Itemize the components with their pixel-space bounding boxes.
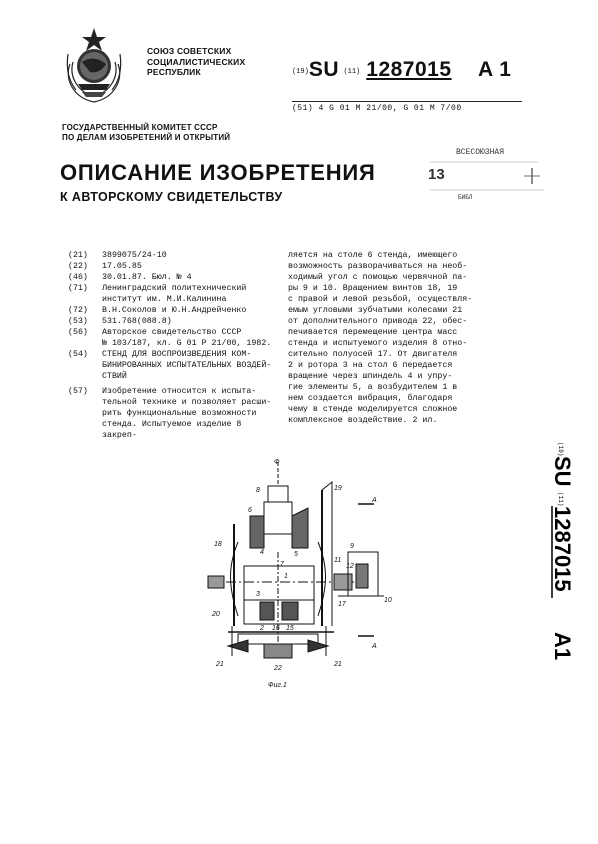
fig-label: 17: [338, 601, 346, 608]
fig-label: 6: [248, 507, 252, 514]
patent-kind: A 1: [477, 58, 512, 81]
biblio-text: 3899075/24-10: [102, 251, 167, 260]
fig-label: А: [372, 643, 377, 650]
fig-label: 10: [384, 597, 392, 604]
technical-drawing: [208, 456, 408, 682]
fig-label: 22: [274, 665, 282, 672]
ussr-caption: [147, 46, 245, 78]
side-kind: A1: [550, 632, 575, 661]
stamp-marks: [428, 150, 546, 206]
abstract-line: вращение через шпиндель 4 и упру-: [288, 372, 453, 381]
fig-label: 7: [280, 561, 284, 568]
fig-label: 18: [214, 541, 222, 548]
ussr-line: СОЦИАЛИСТИЧЕСКИХ: [147, 56, 246, 67]
ussr-emblem: [60, 24, 128, 106]
side-country: SU: [550, 456, 575, 487]
fig-label: А: [372, 497, 377, 504]
fig-label: 3: [256, 591, 260, 598]
fig-label: 12: [346, 563, 354, 570]
biblio-row: [68, 349, 278, 360]
code-19: (19): [292, 68, 309, 76]
stamp-line: БИБЛ: [458, 194, 473, 201]
biblio-cont: институт им. М.И.Калинина: [102, 295, 227, 304]
ussr-line: РЕСПУБЛИК: [147, 67, 201, 77]
abstract-line: нем создается вибрация, благодаря: [288, 394, 453, 403]
abstract-line: с правой и левой резьбой, осуществля-: [288, 295, 473, 304]
fig-label: 5: [294, 551, 298, 558]
biblio-cont: стенда. Испытуемое изделие 8 закреп-: [102, 420, 242, 440]
fig-label: 11: [334, 557, 342, 564]
biblio-text: Изобретение относится к испыта-: [102, 387, 257, 396]
inid-code: (56): [68, 328, 88, 337]
header-rule: [292, 101, 522, 102]
document-title: ОПИСАНИЕ ИЗОБРЕТЕНИЯ: [60, 160, 376, 185]
fig-label: 2: [260, 625, 264, 632]
biblio-row: [68, 316, 278, 327]
patent-header: [292, 58, 511, 82]
biblio-text: Ленинградский политехнический: [102, 284, 247, 293]
fig-label: 16: [272, 625, 280, 632]
inid-code: (22): [68, 262, 88, 271]
abstract-line: печивается перемещение центра масс: [288, 328, 458, 337]
biblio-cont: рить функциональные возможности: [102, 409, 257, 418]
ussr-line: СОЮЗ СОВЕТСКИХ: [147, 46, 232, 56]
biblio-text: 30.01.87. Бюл. № 4: [102, 273, 192, 282]
ipc-classification: (51) 4 G 01 M 21/00, G 01 M 7/00: [292, 104, 462, 113]
country-code: SU: [308, 58, 339, 81]
inid-code: (57): [68, 387, 88, 396]
fig-label: 21: [216, 661, 224, 668]
biblio-row: [68, 272, 278, 283]
biblio-text: В.Н.Соколов и Ю.Н.Андрейченко: [102, 306, 247, 315]
abstract-line: комплексное воздействие. 2 ил.: [288, 416, 438, 425]
side-patent-number: [535, 442, 575, 674]
abstract-line: от дополнительного привода 22, обес-: [288, 317, 468, 326]
abstract-line: гие элементы 5, а возбудителем 1 в: [288, 383, 458, 392]
biblio-row: [68, 386, 278, 397]
biblio-text: Авторское свидетельство СССР: [102, 328, 242, 337]
fig-label: 21: [334, 661, 342, 668]
figure-caption: Фиг.1: [268, 682, 287, 689]
inid-code: (54): [68, 350, 88, 359]
biblio-row: [68, 327, 278, 338]
side-code-19: (19): [557, 442, 564, 457]
committee-line: ГОСУДАРСТВЕННЫЙ КОМИТЕТ СССР: [62, 123, 218, 132]
biblio-cont: СТВИЙ: [102, 372, 127, 381]
committee-line: ПО ДЕЛАМ ИЗОБРЕТЕНИЙ И ОТКРЫТИЙ: [62, 133, 231, 142]
side-code-11: (11): [557, 492, 564, 507]
code-11: (11): [343, 68, 361, 76]
biblio-cont: тельной технике и позволяет расши-: [102, 398, 272, 407]
abstract-line: ходимый угол с помощью червячной па-: [288, 273, 468, 282]
committee: [62, 123, 230, 143]
abstract-line: чему в стенде моделируется сложное: [288, 405, 458, 414]
inid-code: (21): [68, 251, 88, 260]
abstract-line: возможность разворачиваться на необ-: [288, 262, 468, 271]
inid-code: (46): [68, 273, 88, 282]
abstract-continuation: [288, 250, 534, 426]
biblio-cont: № 103/187, кл. G 01 P 21/00, 1982.: [102, 339, 272, 348]
biblio-row: [68, 283, 278, 294]
document-subtitle: К АВТОРСКОМУ СВИДЕТЕЛЬСТВУ: [60, 190, 283, 204]
inid-code: (71): [68, 284, 88, 293]
abstract-line: стенда и испытуемого изделия 8 отно-: [288, 339, 468, 348]
library-stamp: [428, 150, 546, 206]
biblio-row: [68, 261, 278, 272]
abstract-line: 2 и ротора 3 на стол 6 передается: [288, 361, 453, 370]
abstract-line: ляется на столе 6 стенда, имеющего: [288, 251, 458, 260]
biblio-row: [68, 250, 278, 261]
inid-code: (53): [68, 317, 88, 326]
abstract-line: сительно полуосей 17. От двигателя: [288, 350, 458, 359]
fig-label: 15: [286, 625, 294, 632]
fig-label: 20: [212, 611, 220, 618]
stamp-line: ВСЕСОЮЗНАЯ: [456, 148, 505, 157]
biblio-text: СТЕНД ДЛЯ ВОСПРОИЗВЕДЕНИЯ КОМ-: [102, 350, 252, 359]
biblio-text: 17.05.85: [102, 262, 142, 271]
fig-label: 1: [284, 573, 288, 580]
fig-label: 8: [256, 487, 260, 494]
biblio-cont: БИНИРОВАННЫХ ИСПЫТАТЕЛЬНЫХ ВОЗДЕЙ-: [102, 361, 272, 370]
fig-label: 4: [260, 549, 264, 556]
side-number: 1287015: [550, 506, 575, 592]
inid-code: (72): [68, 306, 88, 315]
patent-number: 1287015: [366, 58, 452, 81]
fig-label: Ф: [274, 459, 280, 466]
biblio-text: 531.768(088.8): [102, 317, 172, 326]
fig-label: 9: [350, 543, 354, 550]
bibliographic-data: [68, 250, 278, 441]
fig-label: 19: [334, 485, 342, 492]
abstract-line: ры 9 и 10. Вращением винтов 18, 19: [288, 284, 458, 293]
abstract-line: емым угловыми зубчатыми колесами 21: [288, 306, 463, 315]
stamp-number: 13: [428, 166, 445, 183]
biblio-row: [68, 305, 278, 316]
